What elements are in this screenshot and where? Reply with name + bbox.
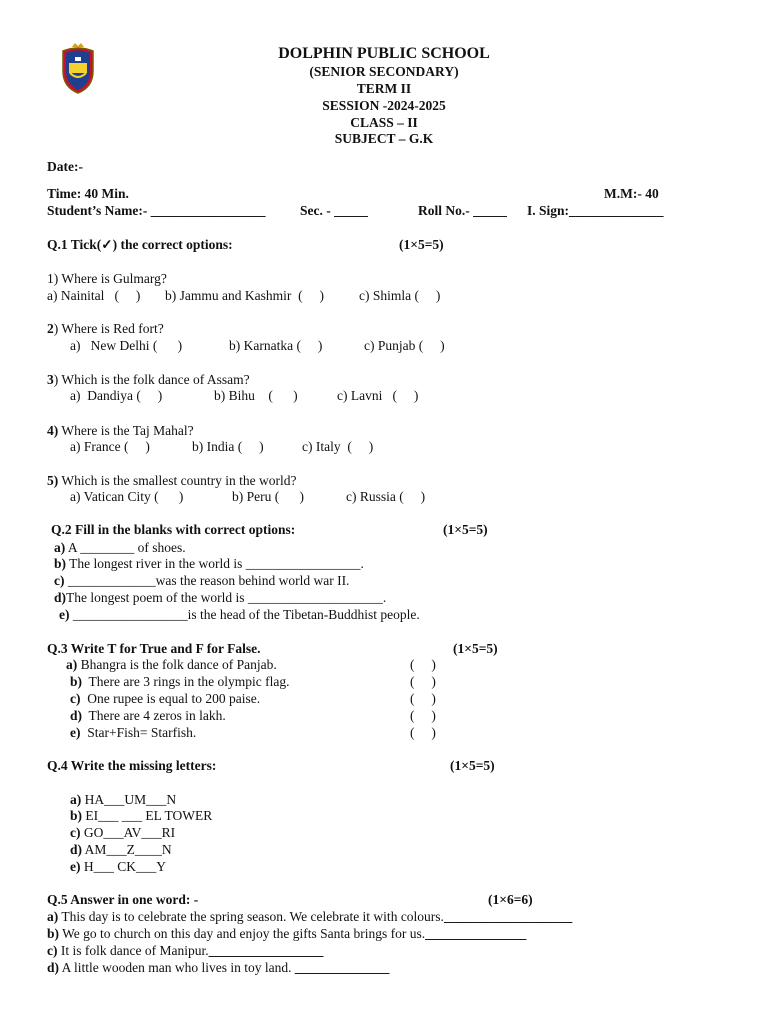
- q5-item: c) It is folk dance of Manipur._________________: [47, 943, 324, 958]
- q3-answer-box: ( ): [410, 725, 436, 740]
- q3-item: e) Star+Fish= Starfish.: [70, 725, 197, 740]
- q1-question-2: 2) Where is Red fort?: [47, 321, 164, 336]
- q3-answer-box: ( ): [410, 691, 436, 706]
- q4-item: d) AM___Z____N: [70, 842, 172, 857]
- q1-option: c) Punjab ( ): [364, 338, 445, 353]
- q2-item: d)The longest poem of the world is ____________________.: [54, 590, 387, 605]
- q5-item: d) A little wooden man who lives in toy land. ______________: [47, 960, 390, 975]
- q1-option: c) Italy ( ): [302, 439, 374, 454]
- q1-option: a) Vatican City ( ): [70, 489, 184, 504]
- q3-answer-box: ( ): [410, 674, 436, 689]
- term-label: TERM II: [356, 81, 412, 96]
- q2-item: a) A ________ of shoes.: [54, 540, 186, 555]
- q1-option: b) India ( ): [192, 439, 264, 454]
- q5-item: b) We go to church on this day and enjoy the gifts Santa brings for us._______________: [47, 926, 527, 941]
- q1-option: a) France ( ): [70, 439, 150, 454]
- q1-option: a) Dandiya ( ): [70, 388, 163, 403]
- date-field: Date:-: [47, 159, 83, 174]
- q1-option: a) Nainital ( ): [47, 288, 141, 303]
- student-name-field: Student’s Name:- _________________: [47, 203, 266, 218]
- q1-option: b) Peru ( ): [232, 489, 304, 504]
- roll-no-field: Roll No.- _____: [418, 203, 507, 218]
- school-type: (SENIOR SECONDARY): [309, 64, 459, 79]
- q4-item: a) HA___UM___N: [70, 792, 177, 807]
- q1-option: c) Shimla ( ): [359, 288, 441, 303]
- q3-item: b) There are 3 rings in the olympic flag.: [70, 674, 290, 689]
- q2-item: e) _________________is the head of the Tibetan-Buddhist people.: [59, 607, 420, 622]
- q3-answer-box: ( ): [410, 657, 436, 672]
- q3-title: Q.3 Write T for True and F for False.: [47, 641, 261, 656]
- q2-marks: (1×5=5): [443, 522, 488, 537]
- q1-option: b) Bihu ( ): [214, 388, 298, 403]
- q1-question-5: 5) Which is the smallest country in the world?: [47, 473, 297, 488]
- q1-title: Q.1 Tick(✓) the correct options:: [47, 237, 233, 252]
- q4-item: e) H___ CK___Y: [70, 859, 167, 874]
- q1-option: a) New Delhi ( ): [70, 338, 183, 353]
- q3-item: a) Bhangra is the folk dance of Panjab.: [66, 657, 277, 672]
- subject-label: SUBJECT – G.K: [334, 131, 434, 146]
- q1-question-3: 3) Which is the folk dance of Assam?: [47, 372, 250, 387]
- q1-option: c) Russia ( ): [346, 489, 426, 504]
- q1-marks: (1×5=5): [399, 237, 444, 252]
- q4-marks: (1×5=5): [450, 758, 495, 773]
- section-field: Sec. - _____: [300, 203, 368, 218]
- q3-marks: (1×5=5): [453, 641, 498, 656]
- time-field: Time: 40 Min.: [47, 186, 129, 201]
- q1-option: b) Jammu and Kashmir ( ): [165, 288, 324, 303]
- q1-question-4: 4) Where is the Taj Mahal?: [47, 423, 194, 438]
- school-name: DOLPHIN PUBLIC SCHOOL: [278, 45, 490, 62]
- q1-option: b) Karnatka ( ): [229, 338, 323, 353]
- class-label: CLASS – II: [350, 115, 418, 130]
- q1-question-1: 1) Where is Gulmarg?: [47, 271, 167, 286]
- q5-item: a) This day is to celebrate the spring season. We celebrate it with colours.___________________: [47, 909, 573, 924]
- q2-title: Q.2 Fill in the blanks with correct options:: [51, 522, 296, 537]
- q2-item: c) _____________was the reason behind world war II.: [54, 573, 350, 588]
- q4-title: Q.4 Write the missing letters:: [47, 758, 217, 773]
- q2-item: b) The longest river in the world is _________________.: [54, 556, 364, 571]
- session-label: SESSION -2024-2025: [322, 98, 446, 113]
- q4-item: c) GO___AV___RI: [70, 825, 176, 840]
- invigilator-sign-field: I. Sign:______________: [527, 203, 664, 218]
- q3-answer-box: ( ): [410, 708, 436, 723]
- q4-item: b) EI___ ___ EL TOWER: [70, 808, 213, 823]
- max-marks: M.M:- 40: [604, 186, 659, 201]
- q3-item: d) There are 4 zeros in lakh.: [70, 708, 226, 723]
- q5-marks: (1×6=6): [488, 892, 533, 907]
- q1-option: c) Lavni ( ): [337, 388, 419, 403]
- q5-title: Q.5 Answer in one word: -: [47, 892, 199, 907]
- q3-item: c) One rupee is equal to 200 paise.: [70, 691, 261, 706]
